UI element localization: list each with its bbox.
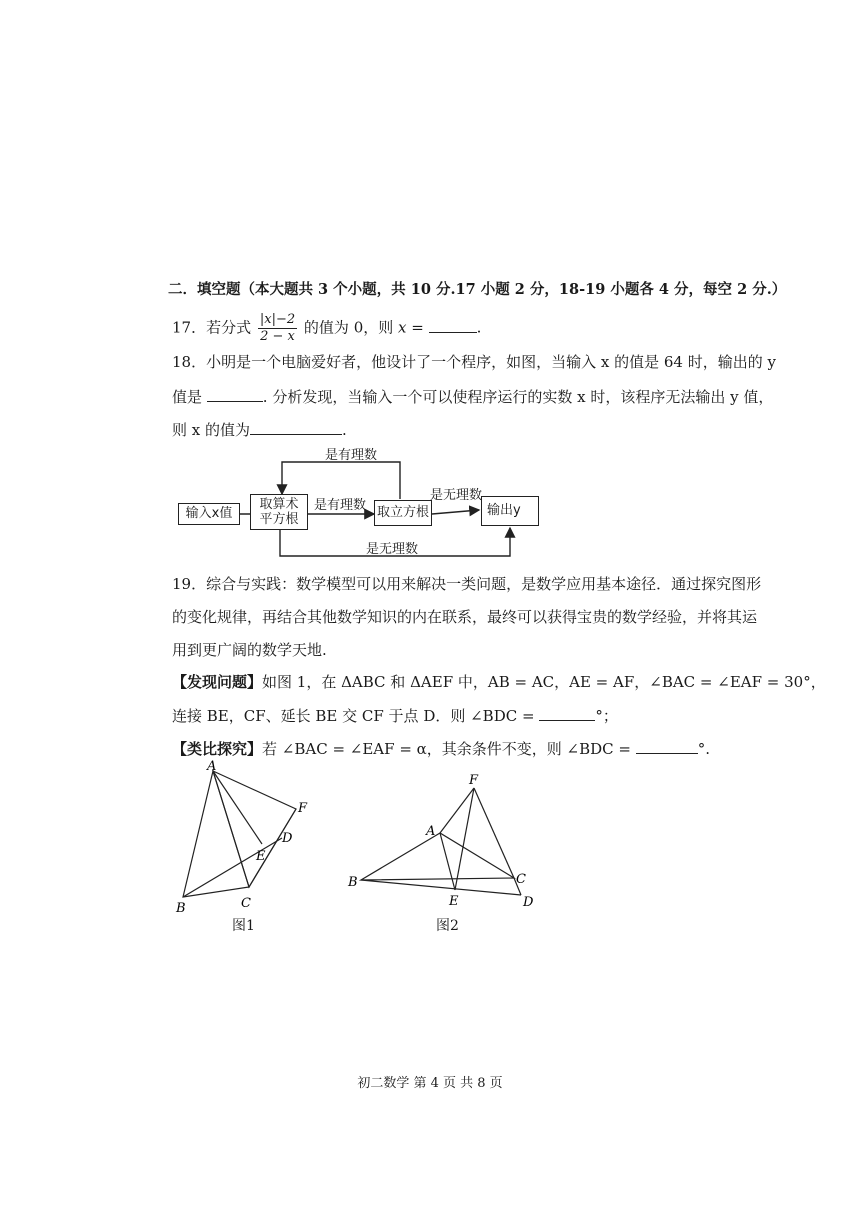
q17-eq: =: [406, 318, 429, 337]
q17-numerator: |x|−2: [259, 312, 296, 327]
q19-analog-text-b: °.: [697, 740, 711, 758]
q19-line3: 用到更广阔的数学天地.: [172, 641, 327, 659]
fig1-label-E: E: [256, 849, 266, 864]
flow-input-box: 输入x值: [178, 503, 240, 525]
q19-analog: [172, 737, 710, 759]
q19-discover-text: 如图 1，在 ΔABC 和 ΔAEF 中，AB = AC，AE = AF，∠BAC = ∠EAF = 30°，: [262, 673, 826, 691]
fig1-label-C: C: [241, 896, 251, 911]
fig1-caption: 图1: [232, 918, 255, 934]
q19-answer-blank-1[interactable]: [539, 704, 595, 721]
arrow-cbrt-to-output: [432, 510, 479, 514]
flow-rational-label: 是有理数: [314, 498, 367, 513]
q18-line2a: 值是: [172, 388, 203, 406]
flow-output-box: 输出y: [481, 496, 539, 526]
fig2-caption: 图2: [436, 918, 459, 934]
flow-cbrt-box: 取立方根: [374, 500, 432, 526]
q17-var: x: [398, 318, 407, 337]
page-footer: 初二数学 第 4 页 共 8 页: [357, 1076, 503, 1091]
fig1-label-F: F: [298, 801, 308, 816]
q19-answer-blank-2[interactable]: [636, 737, 698, 754]
q19-discover-tag: 【发现问题】: [172, 673, 263, 691]
q19-discover-line2a: 连接 BE，CF、延长 BE 交 CF 于点 D．则 ∠BDC =: [172, 707, 535, 725]
fig1-label-A: A: [207, 759, 217, 774]
fig1-label-B: B: [176, 901, 186, 916]
q19-analog-text-a: 若 ∠BAC = ∠EAF = α，其余条件不变，则 ∠BDC =: [262, 740, 631, 758]
q19-discover-line2: [172, 704, 618, 726]
q17-end: .: [476, 318, 482, 337]
fig2-label-F: F: [469, 773, 479, 788]
fig2-label-E: E: [449, 894, 459, 909]
q19-line2: 的变化规律，再结合其他数学知识的内在联系，最终可以获得宝贵的数学经验，并将其运: [172, 608, 758, 626]
q19-line1: 19．综合与实践：数学模型可以用来解决一类问题，是数学应用基本途径．通过探究图形: [172, 575, 762, 593]
fig1-label-D: D: [282, 831, 293, 846]
q19-discover: [172, 672, 826, 692]
q17-prefix: 17．若分式: [172, 318, 252, 337]
flow-loop-label: 是有理数: [325, 448, 378, 463]
fig2-label-B: B: [348, 875, 358, 890]
section-heading: 二．填空题（本大题共 3 个小题，共 10 分.17 小题 2 分，18-19 小题各 4 分，每空 2 分.）: [168, 281, 787, 298]
flow-sqrt-line2: 平方根: [259, 512, 299, 527]
q17-middle: 的值为 0，则: [303, 318, 394, 337]
q17-denominator: 2 − x: [260, 329, 295, 344]
q19-discover-line2b: °；: [595, 707, 618, 725]
q18-line1: 18．小明是一个电脑爱好者，他设计了一个程序，如图，当输入 x 的值是 64 时，输出的 y: [172, 353, 776, 371]
q18-line3b: .: [342, 421, 347, 439]
q18-line2b: . 分析发现，当输入一个可以使程序运行的实数 x 时，该程序无法输出 y 值，: [262, 388, 774, 406]
flow-sqrt-box: [250, 494, 308, 530]
flow-irrational-label-top: 是无理数: [430, 488, 483, 503]
q19-analog-tag: 【类比探究】: [172, 740, 263, 758]
flow-irrational-label-bottom: 是无理数: [366, 542, 419, 557]
fig2-label-D: D: [523, 895, 534, 910]
flow-sqrt-line1: 取算术: [259, 497, 299, 512]
fig2-label-A: A: [426, 824, 436, 839]
q18-line3a: 则 x 的值为: [172, 421, 250, 439]
fig2-label-C: C: [516, 872, 526, 887]
